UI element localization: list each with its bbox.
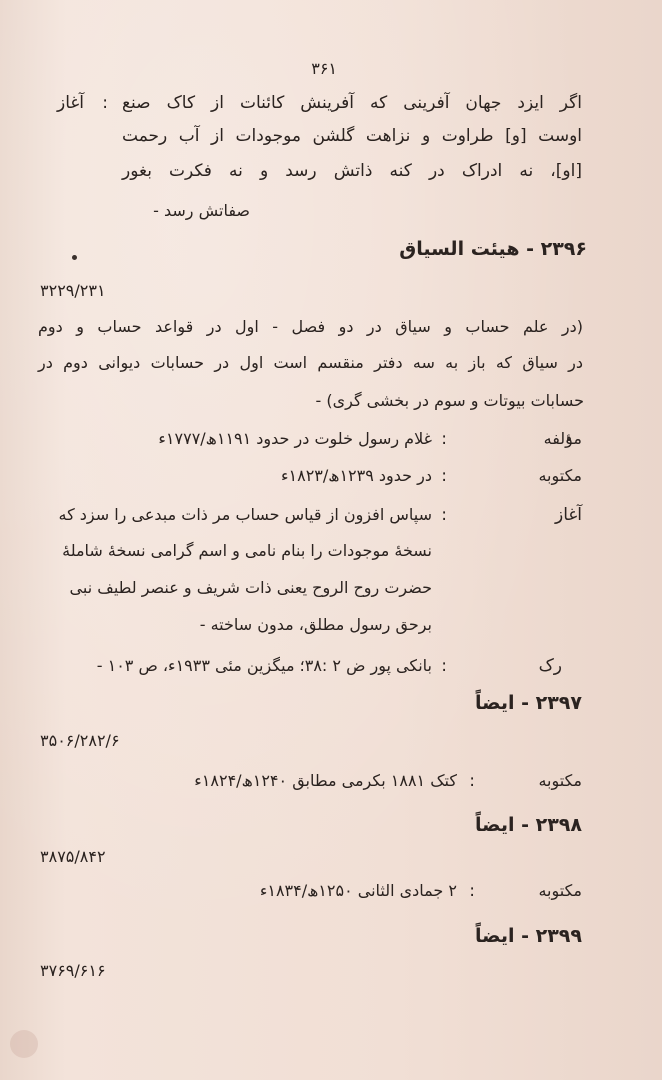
maktuba-2-text: کتک ۱۸۸۱ بکرمی مطابق ۱۲۴۰ھ/۱۸۲۴ء: [194, 771, 457, 790]
moallefa-text: غلام رسول خلوت در حدود ۱۱۹۱ھ/۱۷۷۷ء: [158, 429, 432, 448]
aghaz-2-line-4: برحق رسول مطلق، مدون ساخته -: [199, 615, 432, 634]
entry-2398-accession: ۳۸۷۵/۸۴۲: [40, 847, 106, 866]
aghaz-2-line-2: نسخهٔ موجودات را بنام نامی و اسم گرامی نسخهٔ شاملهٔ: [62, 541, 432, 560]
entry-2399-accession: ۳۷۶۹/۶۱۶: [40, 961, 106, 980]
aghaz-colon: :: [102, 93, 108, 113]
entry-2398-heading: ۲۳۹۸ - ایضاً: [474, 814, 582, 836]
moallefa-colon: :: [441, 429, 447, 449]
aghaz-2-colon: :: [441, 505, 447, 525]
moallefa-label: مؤلفه: [543, 429, 582, 448]
maktuba-colon: :: [441, 466, 447, 486]
aghaz-2-label: آغاز: [554, 505, 582, 525]
entry-2397-heading: ۲۳۹۷ - ایضاً: [474, 692, 582, 714]
maktuba-text: در حدود ۱۲۳۹ھ/۱۸۲۳ء: [280, 466, 432, 485]
entry-2396-heading: ۲۳۹۶ - هیئت السیاق: [399, 238, 587, 260]
rk-text: بانکی پور ض ۲ :۳۸؛ میگزین مئی ۱۹۳۳ء، ص ۱۰۳ -: [96, 656, 432, 675]
aghaz-line-1: اگر ایزد جهان آفرینی که آفرینش کائنات از کاک صنع: [122, 93, 582, 113]
ink-dot: [72, 255, 77, 260]
rk-label: رک: [538, 656, 562, 676]
aghaz-2-line-3: حضرت روح الروح یعنی ذات شریف و عنصر لطیف نبی: [69, 578, 432, 597]
page-stain: [10, 1030, 38, 1058]
entry-2396-desc-3: حسابات بیوتات و سوم در بخشی گری) -: [315, 391, 584, 410]
maktuba-3-text: ۲ جمادی الثانی ۱۲۵۰ھ/۱۸۳۴ء: [259, 881, 457, 900]
aghaz-2-line-1: سپاس افزون از قیاس حساب مر ذات مبدعی را سزد که: [58, 505, 432, 524]
maktuba-3-label: مکتوبه: [538, 881, 582, 900]
entry-2396-desc-1: (در علم حساب و سیاق در دو فصل - اول در قواعد حساب و دوم: [38, 317, 583, 336]
page-number: ۳۶۱: [311, 59, 337, 78]
entry-2399-heading: ۲۳۹۹ - ایضاً: [474, 925, 582, 947]
maktuba-2-label: مکتوبه: [538, 771, 582, 790]
entry-2396-accession: ۳۲۲۹/۲۳۱: [40, 281, 106, 300]
rk-colon: :: [441, 656, 447, 676]
aghaz-line-3: [او]، نه ادراک در کنه ذاتش رسد و نه فکرت بغور: [122, 161, 582, 181]
aghaz-line-4: صفاتش رسد -: [153, 201, 250, 220]
maktuba-2-colon: :: [469, 771, 475, 791]
maktuba-label: مکتوبه: [538, 466, 582, 485]
aghaz-line-2: اوست [و] طراوت و نزاهت گلشن موجودات از آب رحمت: [122, 126, 582, 146]
entry-2396-desc-2: در سیاق که باز به سه دفتر منقسم است اول در حسابات دیوانی دوم در: [38, 353, 583, 372]
aghaz-label: آغاز: [56, 93, 84, 113]
entry-2397-accession: ۳۵۰۶/۲۸۲/۶: [40, 731, 120, 750]
maktuba-3-colon: :: [469, 881, 475, 901]
